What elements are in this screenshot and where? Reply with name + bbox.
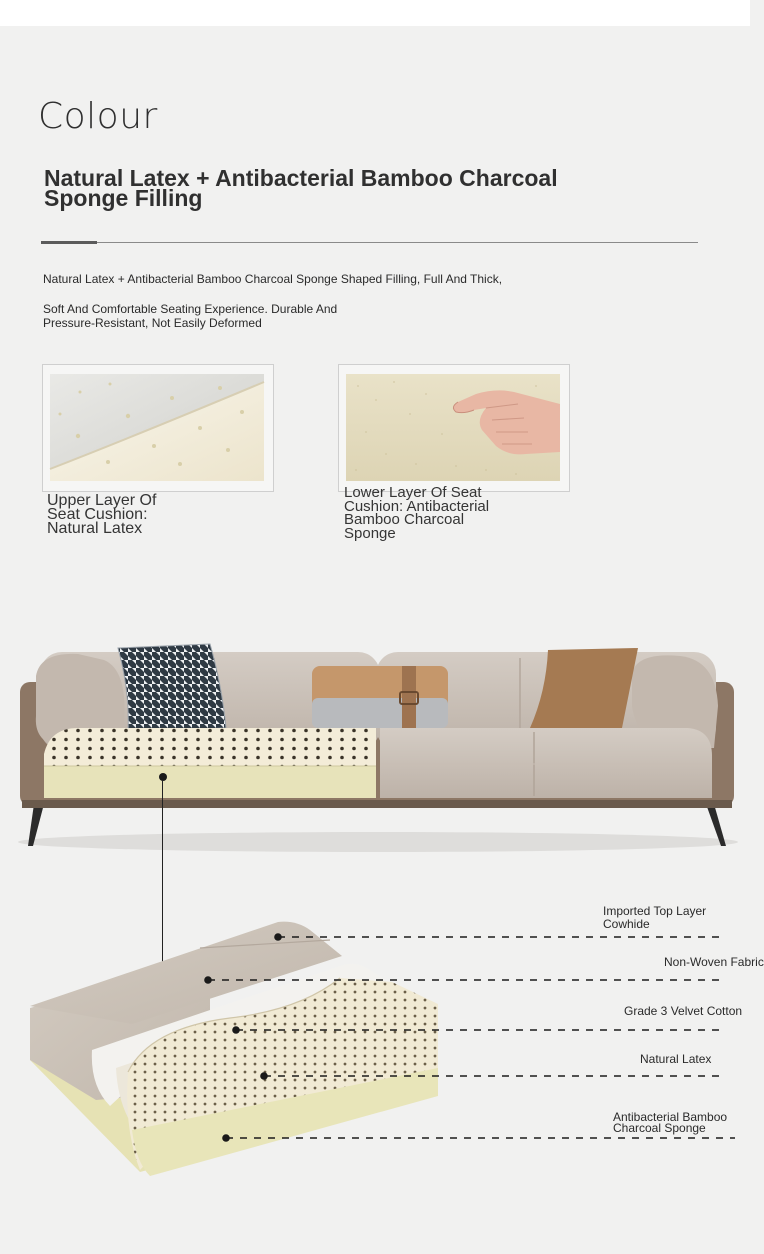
photo-caption-upper-layer: Upper Layer Of Seat Cushion: Natural Latex	[47, 492, 157, 537]
heading-rule	[97, 242, 698, 243]
photo-caption-lower-layer: Lower Layer Of Seat Cushion: Antibacterial Bamboo Charcoal Sponge	[344, 484, 490, 542]
latex-sheet-photo-icon	[50, 374, 264, 481]
top-band	[0, 0, 750, 26]
section-heading: Colour	[38, 96, 158, 137]
sponge-press-photo-icon	[346, 374, 560, 481]
layer-label-bamboo-sponge: Antibacterial Bamboo Charcoal Sponge	[613, 1110, 728, 1135]
heading-rule-accent	[41, 241, 97, 244]
section-subheading: Natural Latex + Antibacterial Bamboo Charcoal Sponge Filling	[44, 165, 558, 211]
photo-frame-sponge	[338, 364, 570, 492]
photo-frame-latex	[42, 364, 274, 492]
layer-label-non-woven: Non-Woven Fabric	[664, 955, 764, 969]
cushion-cross-section-icon	[0, 900, 750, 1200]
description-line-2: Soft And Comfortable Seating Experience. Durable And Pressure-Resistant, Not Easily Deformed	[43, 302, 338, 330]
sofa-illustration-icon	[0, 636, 750, 856]
layer-label-velvet-cotton: Grade 3 Velvet Cotton	[624, 1004, 743, 1018]
layer-label-natural-latex: Natural Latex	[640, 1052, 712, 1066]
description-line-1: Natural Latex + Antibacterial Bamboo Charcoal Sponge Shaped Filling, Full And Thick,	[43, 272, 503, 286]
layer-label-cowhide: Imported Top Layer Cowhide	[603, 904, 707, 931]
